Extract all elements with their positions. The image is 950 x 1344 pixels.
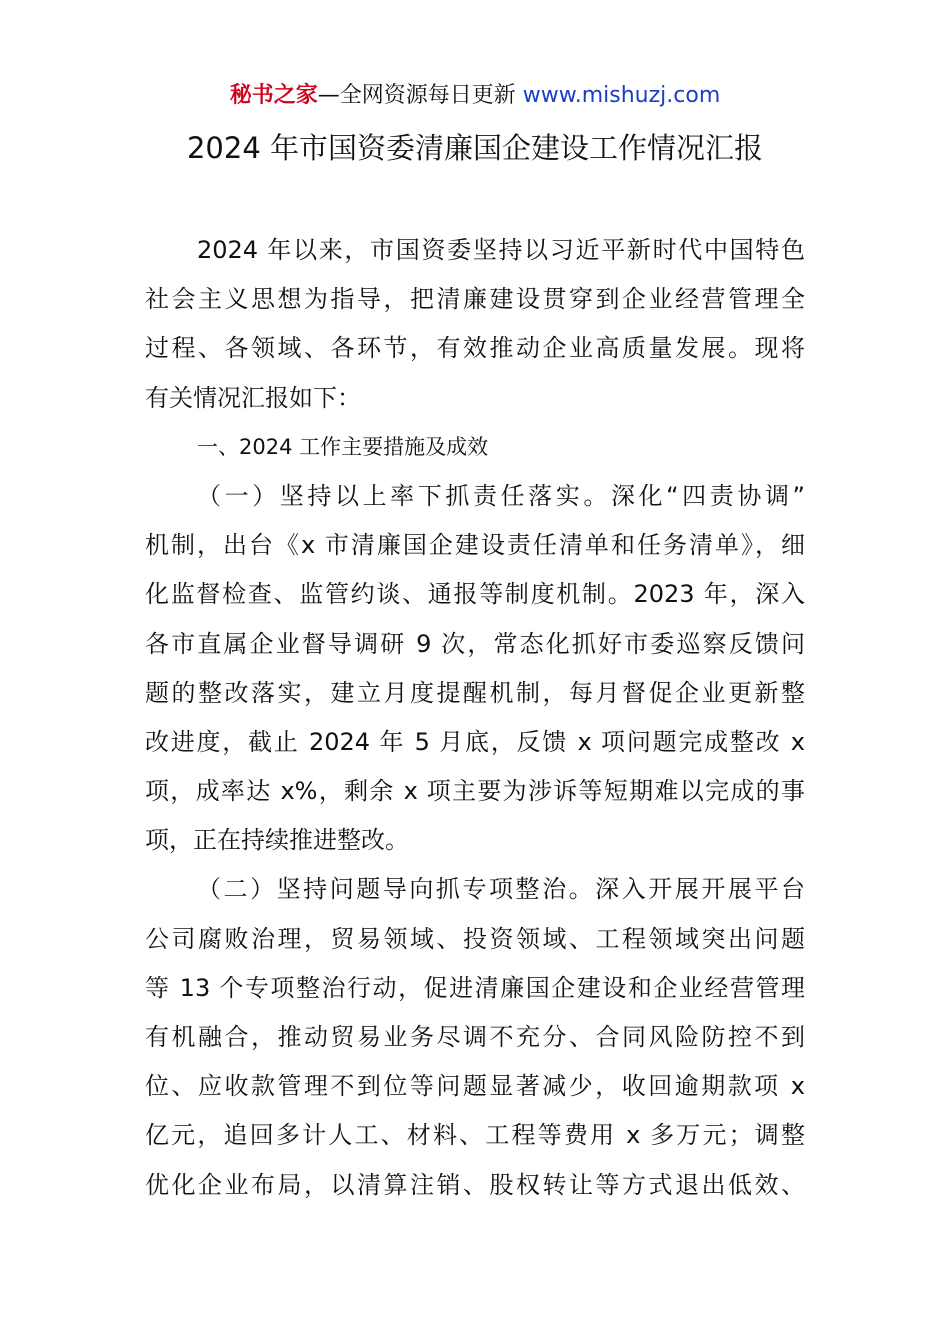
site-tagline: —全网资源每日更新 xyxy=(317,83,523,108)
site-header xyxy=(0,80,950,112)
paragraph-line: 等 13 个专项整治行动，促进清廉国企建设和企业经营管理 xyxy=(145,973,805,1002)
paragraph-line: 位、应收款管理不到位等问题显著减少，收回逾期款项 x xyxy=(145,1072,805,1101)
paragraph-line: 项，正在持续推进整改。 xyxy=(145,826,409,855)
site-url-link[interactable]: www.mishuzj.com xyxy=(522,83,721,108)
paragraph-line: 化监督检查、监管约谈、通报等制度机制。2023 年，深入 xyxy=(145,580,805,609)
paragraph-line: 机制，出台《x 市清廉国企建设责任清单和任务清单》，细 xyxy=(145,531,805,560)
paragraph-line: 改进度，截止 2024 年 5 月底，反馈 x 项问题完成整改 x xyxy=(145,727,805,756)
paragraph-line: 题的整改落实，建立月度提醒机制，每月督促企业更新整 xyxy=(145,678,805,707)
paragraph-line: 有机融合，推动贸易业务尽调不充分、合同风险防控不到 xyxy=(145,1023,805,1051)
paragraph-line: 有关情况汇报如下： xyxy=(145,383,361,412)
paragraph-line: （二）坚持问题导向抓专项整治。深入开展开展平台 xyxy=(197,875,805,904)
document-body xyxy=(145,226,805,1210)
document-title: 2024 年市国资委清廉国企建设工作情况汇报 xyxy=(186,131,764,165)
paragraph-line: 社会主义思想为指导，把清廉建设贯穿到企业经营管理全 xyxy=(145,285,805,314)
paragraph-line: 项，成率达 x%，剩余 x 项主要为涉诉等短期难以完成的事 xyxy=(145,777,805,806)
paragraph-line: （一）坚持以上率下抓责任落实。深化“四责协调” xyxy=(197,481,805,510)
paragraph-line: 优化企业布局，以清算注销、股权转让等方式退出低效、 xyxy=(145,1170,805,1199)
paragraph-line: 亿元，追回多计人工、材料、工程等费用 x 多万元；调整 xyxy=(145,1121,805,1150)
section-heading: 一、2024 工作主要措施及成效 xyxy=(197,434,489,459)
paragraph-line: 过程、各领域、各环节，有效推动企业高质量发展。现将 xyxy=(145,334,805,363)
site-brand: 秘书之家 xyxy=(229,83,318,108)
paragraph-line: 公司腐败治理，贸易领域、投资领域、工程领域突出问题 xyxy=(145,924,805,953)
paragraph-line: 2024 年以来，市国资委坚持以习近平新时代中国特色 xyxy=(197,236,805,264)
paragraph-line: 各市直属企业督导调研 9 次，常态化抓好市委巡察反馈问 xyxy=(145,629,805,658)
